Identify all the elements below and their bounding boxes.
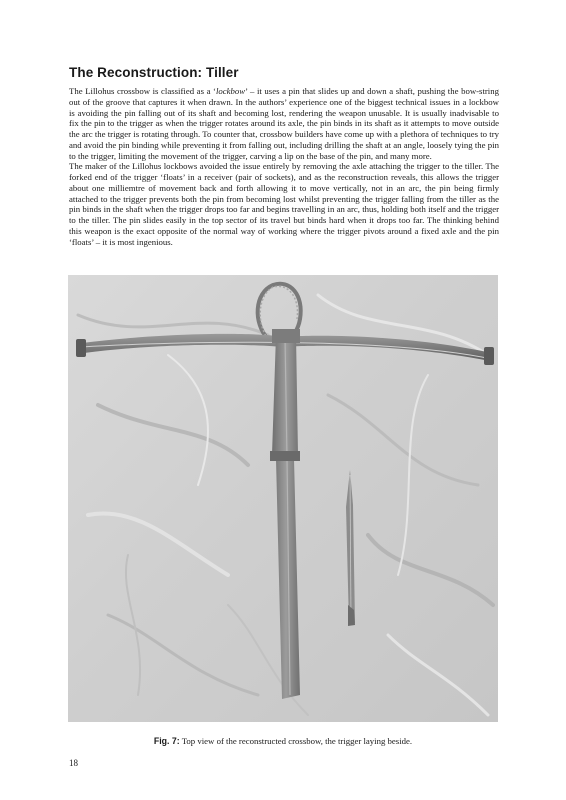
figure-photo bbox=[68, 275, 498, 722]
caption-label: Fig. 7: bbox=[153, 736, 180, 746]
tiller-joint bbox=[270, 451, 300, 461]
figure-caption bbox=[0, 736, 566, 746]
caption-text: Top view of the reconstructed crossbow, the trigger laying beside. bbox=[179, 736, 413, 746]
paragraph-1 bbox=[69, 86, 499, 161]
paragraph-1-lead: The Lillohus crossbow is classified as a ‘ bbox=[69, 86, 216, 96]
paragraph-1-emphasis: lockbow bbox=[215, 86, 246, 96]
paragraph-2: The maker of the Lillohus lockbows avoided the issue entirely by removing the axle attaching the trigger to the tiller. The forked end of the trigger ‘floats’ in a receiver (pair of sockets), and as the reconstruction reveals, this allows the trigger about one milliemtre of movement back and forth allowing it to move vertically, not in an arc, the pin being firmly attached to the trigger prevents both the pin from becoming lost whilst preventing the trigger falling from the tiller as the pin binds in the shaft when the trigger drops too far and begins travelling in an arc, thus, holding both itself and the trigger to the tiller. The pin slides easily in the top sector of its travel but binds hard when it drops too far. The thinking behind this weapon is the exact opposite of the normal way of working where the trigger pivots around a fixed axle and the pin ‘floats’ – it is most ingenious. bbox=[69, 161, 499, 247]
tiller-nut bbox=[272, 329, 300, 343]
paragraph-1-rest: ’ – it uses a pin that slides up and down a shaft, pushing the bow-string out of the groove that captures it when drawn. In the authors’ experience one of the biggest technical issues in a lockbow is avoiding the pin falling out of its shaft and becoming lost, rendering the weapon unusable. It is usually inadvisable to fix the pin to the trigger as when the trigger rotates around its axle, the pin binds in its shaft as it attempts to move outside the arc the trigger is rotating through. To counter that, crossbow builders have come up with a plethora of techniques to try and avoid the pin binding while preventing it from falling out, including drilling the shaft at an angle, loosely tying the pin to the trigger, limiting the movement of the trigger, carving a lip on the base of the pin, and many more. bbox=[69, 86, 499, 161]
section-heading: The Reconstruction: Tiller bbox=[69, 65, 239, 80]
bow-tip-right bbox=[484, 347, 494, 365]
bow-tip-left bbox=[76, 339, 86, 357]
page-number: 18 bbox=[69, 758, 78, 768]
crossbow-photo bbox=[68, 275, 498, 722]
body-text bbox=[69, 86, 499, 247]
